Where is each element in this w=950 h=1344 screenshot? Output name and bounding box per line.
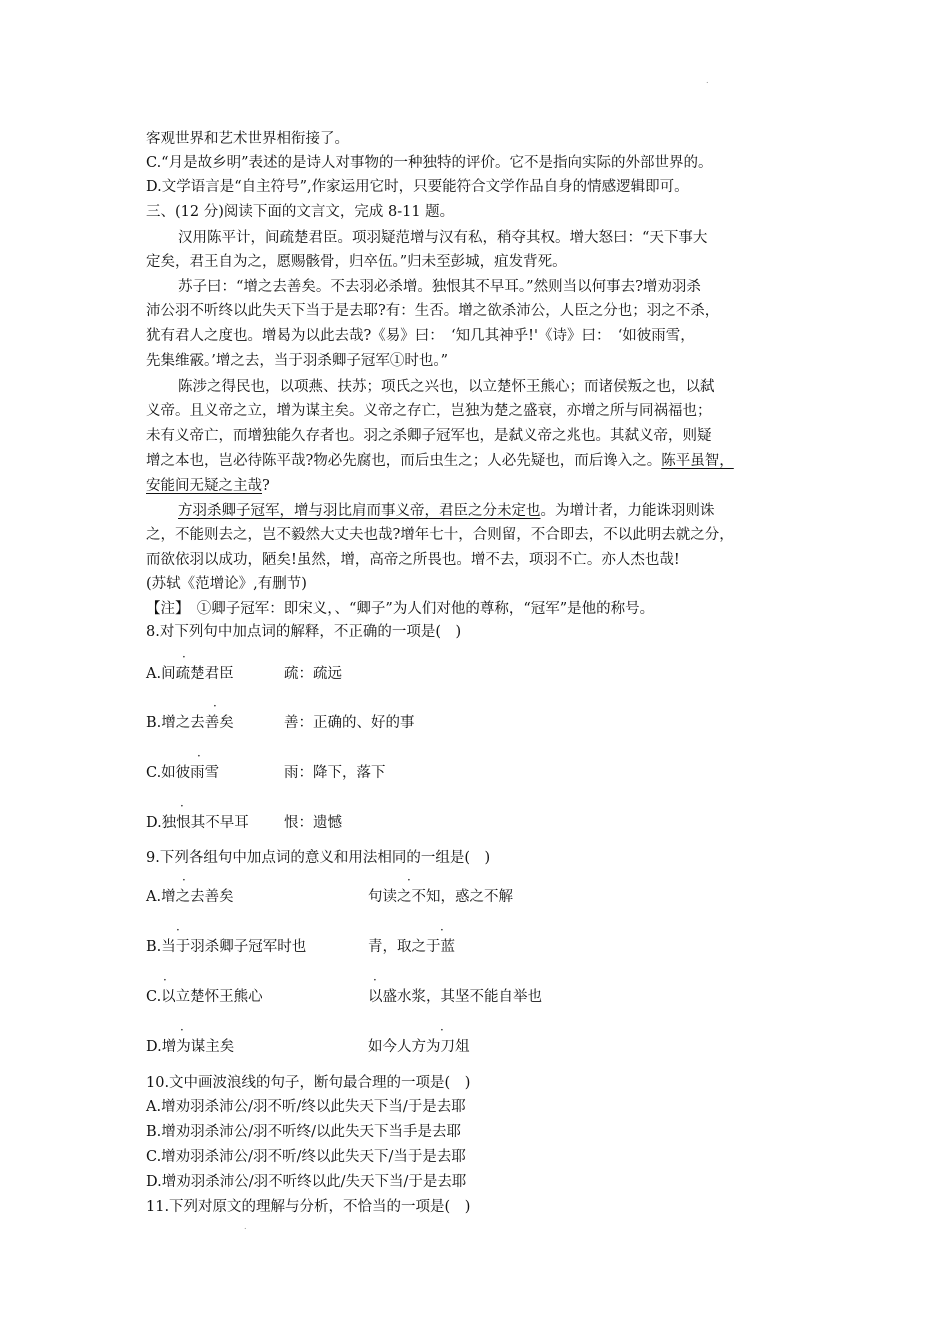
corner-mark: . (706, 76, 709, 85)
passage-line (146, 451, 734, 471)
question-8: 8.对下列句中加点词的解释，不正确的一项是( ) (146, 624, 462, 640)
passage-line: 沛公羽不听终以此失天下当于是去耶?有：生否。增之欲杀沛公，人臣之分也；羽之不杀， (146, 303, 720, 319)
passage-line: 汉用陈平计，间疏楚君臣。项羽疑范增与汉有私，稍夺其权。增大怒曰：“天下事大 (178, 230, 708, 246)
emphasis-dot: · (373, 973, 377, 987)
question-9: 9.下列各组句中加点词的意义和用法相同的一组是( ) (146, 850, 491, 866)
option-c-line: C.“月是故乡明”表述的是诗人对事物的一种独特的评价。它不是指向实际的外部世界的。 (146, 155, 713, 171)
passage-line: 之，不能则去之，岂不毅然大丈夫也哉?增年七十，合则留，不合即去，不以此明去就之分， (146, 527, 734, 543)
option-d-line: D.文学语言是“自主符号”,作家运用它时，只要能符合文学作品自身的情感逻辑即可。 (146, 179, 689, 195)
q8-option-d-meaning: 恨：遗憾 (284, 815, 342, 831)
text-line: 客观世界和艺术世界相衔接了。 (146, 131, 349, 147)
passage-line: 陈涉之得民也，以项燕、扶苏；项氏之兴也，以立楚怀王熊心；而诸侯叛之也，以弑 (178, 379, 715, 395)
underlined-sentence: 安能间无疑之主哉 (146, 478, 262, 494)
emphasis-dot: · (197, 749, 201, 763)
q9-option-c-compare: 以盛水浆，其坚不能自举也 (368, 989, 542, 1005)
footer-mark: . (244, 1222, 247, 1231)
passage-text: 。为增计者，力能诛羽则诛 (540, 503, 715, 519)
underlined-sentence: 陈平虽智， (661, 453, 734, 469)
q9-option-b: B.当于羽杀卿子冠军时也 (146, 939, 307, 955)
passage-line: 先集维霰。’增之去，当于羽杀卿子冠军①时也。” (146, 353, 449, 369)
emphasis-dot: · (440, 923, 444, 937)
question-11: 11.下列对原文的理解与分析，不恰当的一项是( ) (146, 1199, 471, 1215)
q10-option-a: A.增劝羽杀沛公/羽不听/终以此失天下当/于是去耶 (146, 1099, 466, 1115)
underlined-sentence: 方羽杀卿子冠军，增与羽比肩而事义帝，君臣之分未定也 (178, 503, 541, 519)
passage-text: ? (262, 478, 270, 494)
emphasis-dot: · (182, 873, 186, 887)
passage-text: 增之本也，岂必待陈平哉?物必先腐也，而后虫生之；人必先疑也，而后谗入之。 (146, 453, 662, 469)
footnote: 【注】 ①卿子冠军：即宋义，、“卿子”为人们对他的尊称，“冠军”是他的称号。 (146, 601, 655, 617)
q8-option-a: A.间疏楚君臣 (146, 666, 234, 682)
source-citation: (苏轼《范增论》,有删节) (146, 576, 307, 592)
q9-option-d: D.增为谋主矣 (146, 1039, 235, 1055)
passage-line: 犹有君人之度也。增曷为以此去哉?《易》曰： ‘知几其神乎!'《诗》曰： ‘如彼雨雪， (146, 328, 695, 344)
q9-option-d-compare: 如今人方为刀俎 (368, 1039, 470, 1055)
passage-line: 未有义帝亡，而增独能久存者也。羽之杀卿子冠军也，是弑义帝之兆也。其弑义帝，则疑 (146, 428, 712, 444)
passage-line (178, 501, 715, 521)
passage-line: 义帝。且义帝之立，增为谋主矣。义帝之存亡，岂独为楚之盛衰，亦增之所与同祸福也； (146, 403, 712, 419)
emphasis-dot: · (176, 923, 180, 937)
emphasis-dot: · (163, 973, 167, 987)
q9-option-b-compare: 青，取之于蓝 (368, 939, 455, 955)
q9-option-c: C.以立楚怀王熊心 (146, 989, 263, 1005)
emphasis-dot: · (180, 1023, 184, 1037)
q8-option-b-meaning: 善：正确的、好的事 (284, 715, 415, 731)
passage-line: 而欲依羽以成功，陋矣!虽然，增，高帝之所畏也。增不去，项羽不亡。亦人杰也哉! (146, 552, 680, 568)
question-10: 10.文中画波浪线的句子，断句最合理的一项是( ) (146, 1075, 471, 1091)
emphasis-dot: · (407, 873, 411, 887)
passage-line (146, 476, 270, 496)
q8-option-a-meaning: 疏：疏远 (284, 666, 342, 682)
q10-option-c: C.增劝羽杀沛公/羽不听/终以此失天下/当于是去耶 (146, 1149, 466, 1165)
q8-option-c: C.如彼雨雪 (146, 765, 220, 781)
passage-line: 定矣，君王自为之，愿赐骸骨，归卒伍。”归未至彭城，疽发背死。 (146, 254, 567, 270)
q8-option-b: B.增之去善矣 (146, 715, 234, 731)
passage-line: 苏子曰：“增之去善矣。不去羽必杀增。独恨其不早耳。”然则当以何事去?增劝羽杀 (178, 279, 701, 295)
q8-option-c-meaning: 雨：降下，落下 (284, 765, 386, 781)
section-heading: 三、(12 分)阅读下面的文言文，完成 8-11 题。 (146, 204, 455, 220)
q8-option-d: D.独恨其不早耳 (146, 815, 249, 831)
q10-option-d: D.增劝羽杀沛公/羽不听终以此/失天下当/于是去耶 (146, 1174, 467, 1190)
emphasis-dot: · (213, 699, 217, 713)
q9-option-a-compare: 句读之不知，惑之不解 (368, 889, 513, 905)
emphasis-dot: · (440, 1023, 444, 1037)
q9-option-a: A.增之去善矣 (146, 889, 234, 905)
emphasis-dot: · (180, 799, 184, 813)
q10-option-b: B.增劝羽杀沛公/羽不听终/以此失天下当手是去耶 (146, 1124, 462, 1140)
emphasis-dot: · (182, 650, 186, 664)
